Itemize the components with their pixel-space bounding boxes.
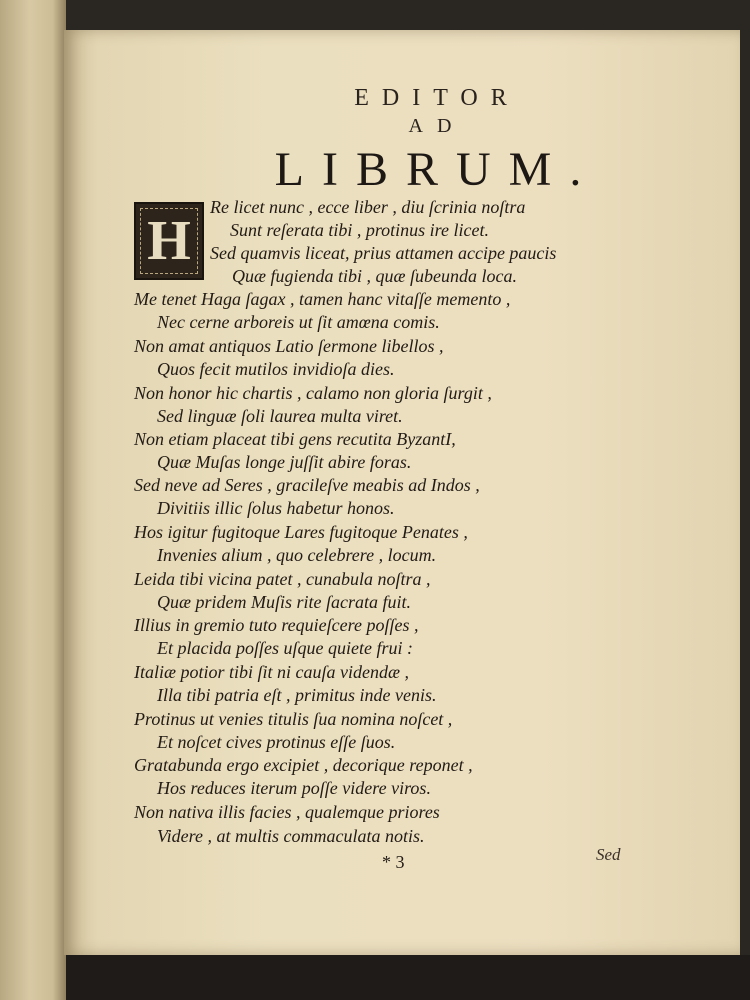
poem-line: Non honor hic chartis , calamo non gloria ſurgit , xyxy=(134,383,492,403)
poem-line: Me tenet Haga ſagax , tamen hanc vitaſſe memento , xyxy=(134,289,511,309)
poem-line: Hos reduces iterum poſſe videre viros. xyxy=(157,778,431,798)
poem-line: Videre , at multis commaculata notis. xyxy=(157,826,425,846)
poem-line: Sed quamvis liceat, prius attamen accipe paucis xyxy=(210,243,557,263)
poem-line: Non amat antiquos Latio ſermone libellos , xyxy=(134,336,444,356)
page-title: LIBRUM. xyxy=(274,143,600,196)
poem-line: Leida tibi vicina patet , cunabula noſtra , xyxy=(134,569,431,589)
poem-line: Sed neve ad Seres , gracileſve meabis ad Indos , xyxy=(134,475,480,495)
poem-line: Quos fecit mutilos invidioſa dies. xyxy=(157,359,395,379)
signature-mark: * 3 xyxy=(382,852,405,872)
catchword: Sed xyxy=(596,845,621,864)
poem-body xyxy=(64,30,740,955)
background-shadow xyxy=(66,955,750,1000)
poem-line: Non nativa illis facies , qualemque priores xyxy=(134,802,440,822)
left-page-edge xyxy=(0,0,66,1000)
poem-line: Nec cerne arboreis ut ſit amœna comis. xyxy=(157,312,440,332)
poem-line: Italiæ potior tibi ſit ni cauſa videndæ , xyxy=(134,662,409,682)
poem-line: Quæ Muſas longe juſſit abire foras. xyxy=(157,452,412,472)
poem-line: Illius in gremio tuto requieſcere poſſes , xyxy=(134,615,419,635)
poem-line: Quæ fugienda tibi , quæ ſubeunda loca. xyxy=(232,266,517,286)
poem-line: Protinus ut venies titulis ſua nomina noſcet , xyxy=(134,709,453,729)
poem-line: Sed linguæ ſoli laurea multa viret. xyxy=(157,406,403,426)
poem-line: Invenies alium , quo celebrere , locum. xyxy=(157,545,437,565)
poem-line: Non etiam placeat tibi gens recutita ByzantI, xyxy=(134,429,456,449)
poem-line: Quæ pridem Muſis rite ſacrata fuit. xyxy=(157,592,411,612)
poem-line: Re licet nunc , ecce liber , diu ſcrinia noſtra xyxy=(210,197,526,217)
header-ad: AD xyxy=(408,115,466,137)
header-editor: EDITOR xyxy=(354,85,520,111)
poem-line: Et placida poſſes uſque quiete frui : xyxy=(157,638,413,658)
poem-line: Hos igitur fugitoque Lares fugitoque Penates , xyxy=(134,522,468,542)
drop-cap-letter: H xyxy=(147,210,191,272)
poem-line: Divitiis illic ſolus habetur honos. xyxy=(157,498,395,518)
poem-line: Gratabunda ergo excipiet , decorique reponet , xyxy=(134,755,473,775)
poem-line: Sunt reſerata tibi , protinus ire licet. xyxy=(230,220,489,240)
poem-line: Et noſcet cives protinus eſſe ſuos. xyxy=(157,732,396,752)
book-page xyxy=(64,30,740,955)
poem-line: Illa tibi patria eſt , primitus inde venis. xyxy=(157,685,437,705)
